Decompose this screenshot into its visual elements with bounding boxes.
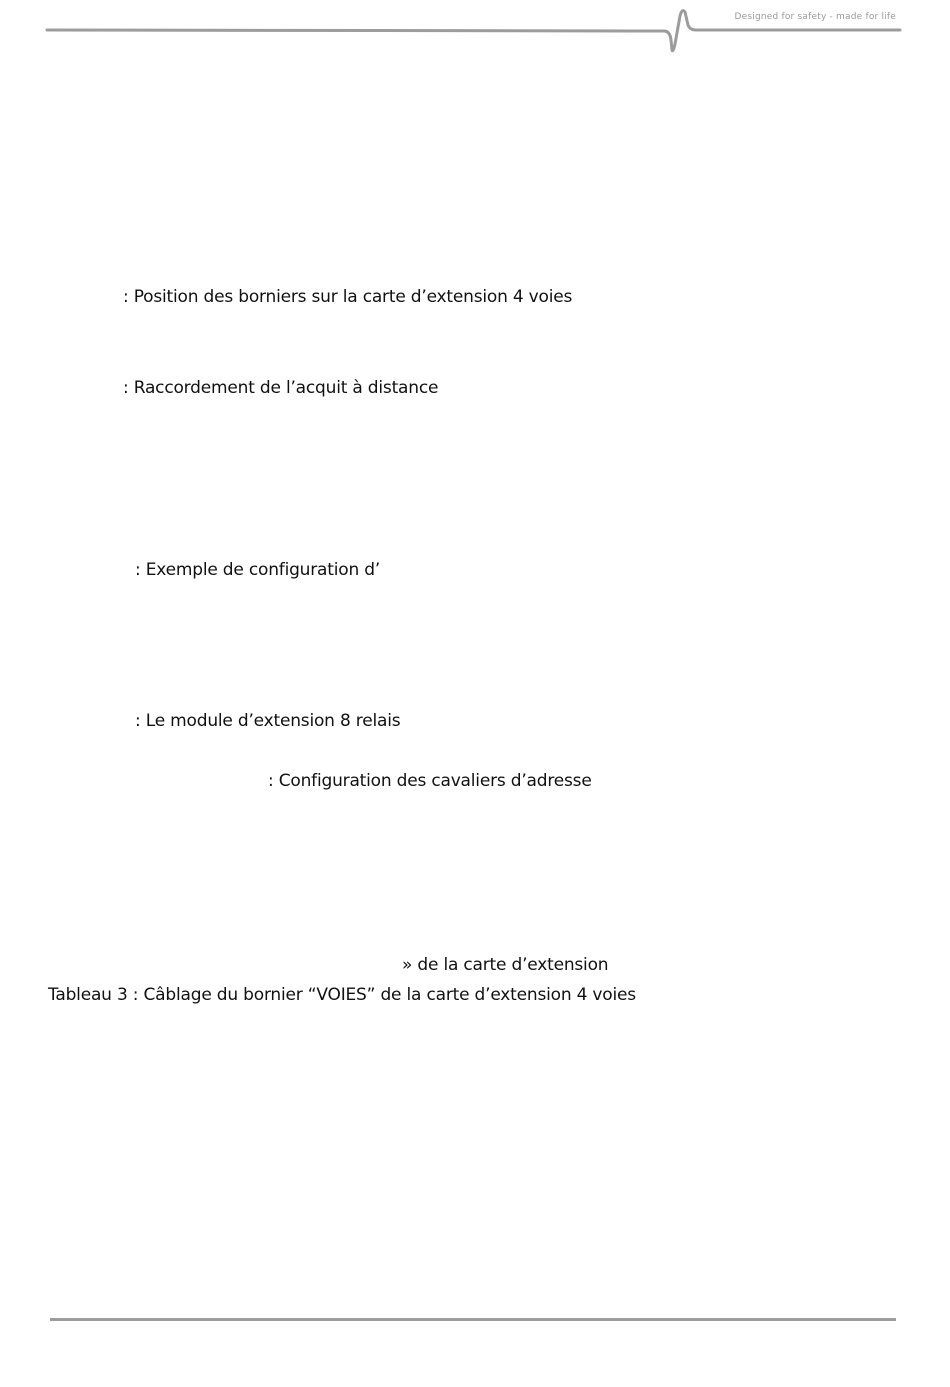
header-rule-logo: [0, 0, 950, 60]
footer-rule: [50, 1318, 896, 1321]
toc-line: : Configuration des cavaliers d’adresse: [268, 771, 592, 791]
header-tagline: Designed for safety - made for life: [734, 12, 896, 22]
toc-line: : Le module d’extension 8 relais: [135, 711, 401, 731]
toc-line: : Raccordement de l’acquit à distance: [123, 378, 439, 398]
toc-line: : Position des borniers sur la carte d’extension 4 voies: [123, 287, 573, 307]
table-caption: Tableau 3 : Câblage du bornier “VOIES” de la carte d’extension 4 voies: [48, 985, 636, 1005]
toc-line: » de la carte d’extension: [402, 955, 609, 975]
toc-line: : Exemple de configuration d’: [135, 560, 381, 580]
